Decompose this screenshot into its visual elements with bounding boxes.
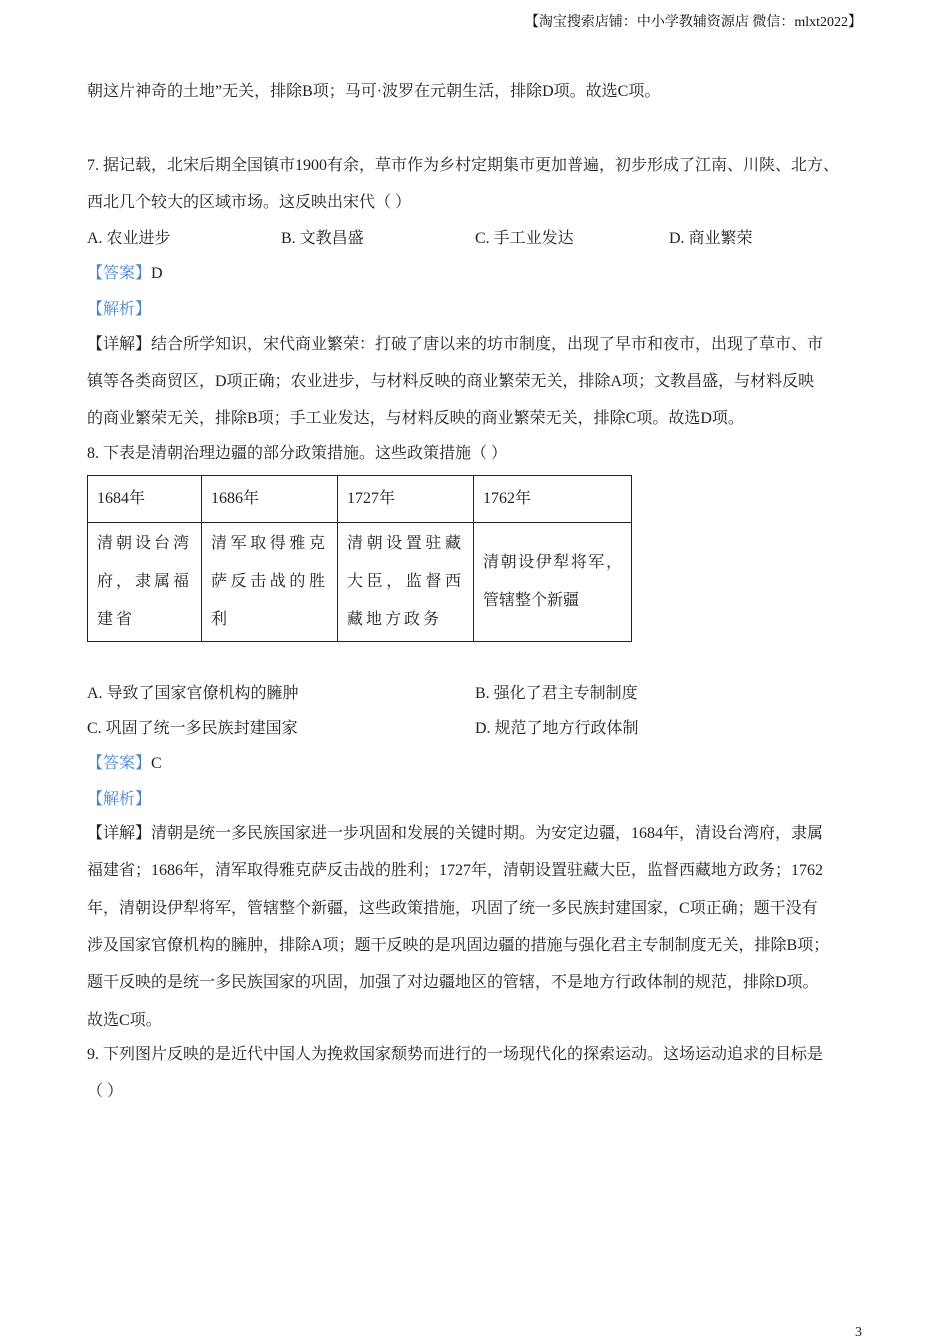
q8-detail-line-2: 福建省；1686年，清军取得雅克萨反击战的胜利；1727年，清朝设置驻藏大臣，监督西藏地方政务；1762 xyxy=(87,862,824,879)
q7-option-d: D. 商业繁荣 xyxy=(669,230,753,247)
q8-option-c: C. 巩固了统一多民族封建国家 xyxy=(87,720,298,737)
q7-detail-text-1: 结合所学知识，宋代商业繁荣：打破了唐以来的坊市制度，出现了早市和夜市，出现了草市、市 xyxy=(151,336,824,353)
q9-stem-line-1: 9. 下列图片反映的是近代中国人为挽救国家颓势而进行的一场现代化的探索运动。这场运动追求的目标是 xyxy=(87,1046,824,1063)
table-cell-event: 清朝设置驻藏大臣，监督西藏地方政务 xyxy=(338,523,474,642)
table-cell-year: 1686年 xyxy=(202,476,338,523)
table-cell-year: 1727年 xyxy=(338,476,474,523)
q8-policy-table xyxy=(87,475,632,642)
q7-stem-line-1: 7. 据记载，北宋后期全国镇市1900有余，草市作为乡村定期集市更加普遍，初步形成了江南、川陕、北方、 xyxy=(87,157,840,174)
q8-detail-line-6: 故选C项。 xyxy=(87,1012,162,1029)
table-cell-year: 1762年 xyxy=(474,476,632,523)
q8-detail-text-1: 清朝是统一多民族国家进一步巩固和发展的关键时期。为安定边疆，1684年，清设台湾府，隶属 xyxy=(151,825,824,842)
q7-analysis-label: 【解析】 xyxy=(87,301,152,318)
q7-option-a: A. 农业进步 xyxy=(87,230,171,247)
previous-answer-tail: 朝这片神奇的土地”无关，排除B项；马可·波罗在元朝生活，排除D项。故选C项。 xyxy=(87,83,661,100)
q7-answer-value: D xyxy=(151,265,163,282)
page-number: 3 xyxy=(855,1325,862,1340)
q8-option-d: D. 规范了地方行政体制 xyxy=(475,720,639,737)
q8-stem: 8. 下表是清朝治理边疆的部分政策措施。这些政策措施（ ） xyxy=(87,445,508,462)
q8-answer xyxy=(87,756,162,772)
q8-answer-label: 【答案】 xyxy=(87,755,152,772)
table-cell-year: 1684年 xyxy=(88,476,202,523)
table-cell-event: 清军取得雅克萨反击战的胜利 xyxy=(202,523,338,642)
table-row-years xyxy=(88,476,632,523)
q7-detail-label: 【详解】 xyxy=(87,336,152,353)
q8-answer-value: C xyxy=(151,755,162,772)
q7-answer-label: 【答案】 xyxy=(87,265,152,282)
q7-option-b: B. 文教昌盛 xyxy=(281,230,364,247)
q7-option-c: C. 手工业发达 xyxy=(475,230,574,247)
table-cell-event: 清朝设伊犁将军，管辖整个新疆 xyxy=(474,523,632,642)
table-row-events xyxy=(88,523,632,642)
q7-detail-line-3: 的商业繁荣无关，排除B项；手工业发达，与材料反映的商业繁荣无关，排除C项。故选D项。 xyxy=(87,410,744,427)
q8-option-b: B. 强化了君主专制制度 xyxy=(475,685,638,702)
q8-detail-line-3: 年，清朝设伊犁将军，管辖整个新疆，这些政策措施，巩固了统一多民族封建国家，C项正确；题干没有 xyxy=(87,900,818,917)
table-cell-event: 清朝设台湾府，隶属福建省 xyxy=(88,523,202,642)
q8-option-a: A. 导致了国家官僚机构的臃肿 xyxy=(87,685,299,702)
q7-stem-line-2: 西北几个较大的区域市场。这反映出宋代（ ） xyxy=(87,194,412,211)
q8-analysis-label: 【解析】 xyxy=(87,791,152,808)
q7-detail-line-1 xyxy=(87,337,823,353)
q7-answer xyxy=(87,266,163,282)
page-header-banner: 【淘宝搜索店铺：中小学教辅资源店 微信：mlxt2022】 xyxy=(524,15,862,30)
q8-detail-line-4: 涉及国家官僚机构的臃肿，排除A项；题干反映的是巩固边疆的措施与强化君主专制制度无关，排除B项； xyxy=(87,937,830,954)
q8-detail-line-5: 题干反映的是统一多民族国家的巩固，加强了对边疆地区的管辖，不是地方行政体制的规范，排除D项。 xyxy=(87,974,819,991)
q8-detail-line-1 xyxy=(87,826,823,842)
q8-detail-label: 【详解】 xyxy=(87,825,152,842)
q7-detail-line-2: 镇等各类商贸区，D项正确；农业进步，与材料反映的商业繁荣无关，排除A项；文教昌盛，与材料反映 xyxy=(87,373,815,390)
q9-stem-line-2: （ ） xyxy=(87,1083,124,1100)
